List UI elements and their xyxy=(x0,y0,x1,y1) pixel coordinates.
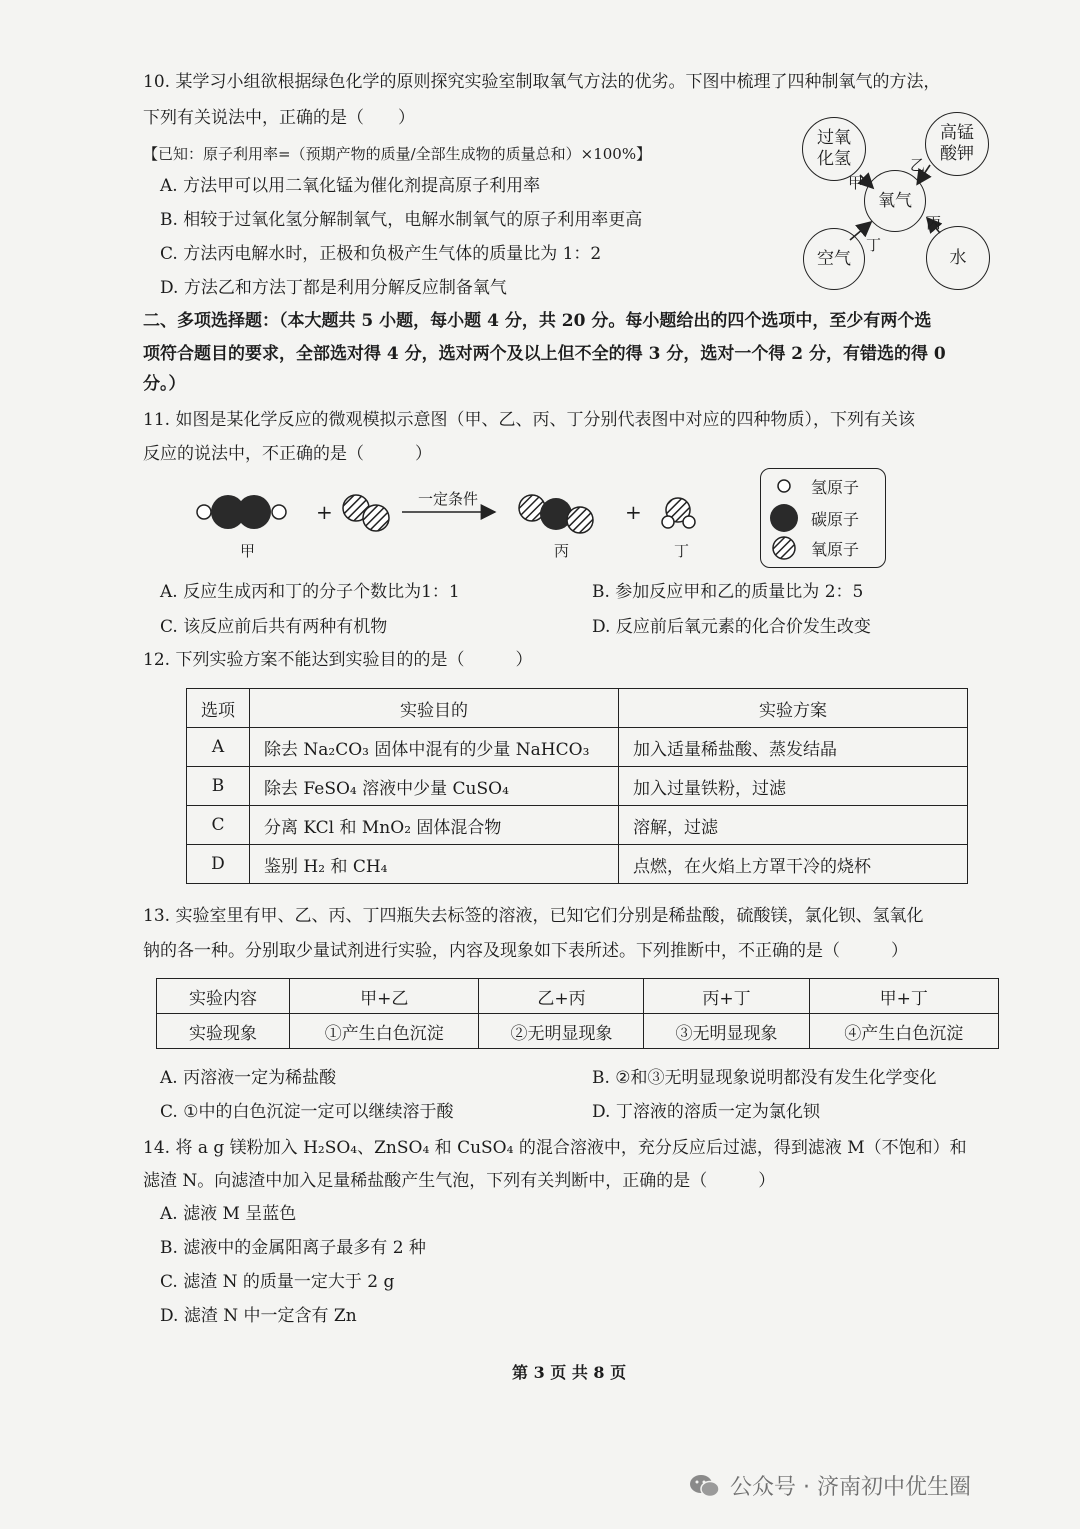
header-purpose: 实验目的 xyxy=(250,689,619,728)
q10-stem-line2: 下列有关说法中，正确的是（ ） xyxy=(143,108,415,128)
q10-known-formula: 【已知：原子利用率=（预期产物的质量/全部生成物的质量总和）×100%】 xyxy=(143,145,652,163)
content-header: 实验内容 xyxy=(157,979,290,1014)
watermark: 公众号 · 济南初中优生圈 xyxy=(688,1470,971,1501)
air-circle: 空气 xyxy=(803,228,865,290)
q11-option-b: B. 参加反应甲和乙的质量比为 2：5 xyxy=(592,582,864,602)
wechat-icon xyxy=(688,1472,722,1500)
header-option: 选项 xyxy=(187,689,250,728)
q13-option-d: D. 丁溶液的溶质一定为氯化钡 xyxy=(592,1102,820,1122)
molecule-jia xyxy=(197,495,286,529)
q10-option-d: D. 方法乙和方法丁都是利用分解反应制备氧气 xyxy=(160,278,507,298)
q13-stem-line1: 13. 实验室里有甲、乙、丙、丁四瓶失去标签的溶液，已知它们分别是稀盐酸，硫酸镁，氯化钡、氢氧化 xyxy=(143,906,924,926)
q11-option-c: C. 该反应前后共有两种有机物 xyxy=(160,617,388,637)
row-d-option: D xyxy=(187,845,250,884)
legend-hydrogen: 氢原子 xyxy=(769,473,859,499)
h2o2-circle: 过氧化氢 xyxy=(802,117,866,181)
q12-table-header xyxy=(187,689,968,728)
q14-option-c: C. 滤渣 N 的质量一定大于 2 g xyxy=(160,1272,395,1292)
oxygen-atom-icon xyxy=(769,535,799,561)
row-a-plan: 加入适量稀盐酸、蒸发结晶 xyxy=(619,728,968,767)
carbon-atom-icon xyxy=(769,503,799,533)
oxygen-circle: 氧气 xyxy=(864,170,926,232)
label-ding-molecule: 丁 xyxy=(674,542,690,560)
water-circle: 水 xyxy=(926,226,990,290)
label-bing: 丙 xyxy=(926,214,942,232)
phenomenon-4: ④产生白色沉淀 xyxy=(809,1014,998,1049)
phenomenon-2: ②无明显现象 xyxy=(479,1014,644,1049)
q10-option-c: C. 方法丙电解水时，正极和负极产生气体的质量比为 1：2 xyxy=(160,244,602,264)
q12-stem: 12. 下列实验方案不能达到实验目的的是（ ） xyxy=(143,650,533,670)
phenomenon-header: 实验现象 xyxy=(157,1014,290,1049)
q12-table xyxy=(186,688,968,884)
label-ding: 丁 xyxy=(866,236,882,254)
table-row xyxy=(187,845,968,884)
table-row xyxy=(157,1014,999,1049)
header-plan: 实验方案 xyxy=(619,689,968,728)
q13-option-c: C. ①中的白色沉淀一定可以继续溶于酸 xyxy=(160,1102,454,1122)
row-a-option: A xyxy=(187,728,250,767)
label-yi: 乙 xyxy=(910,156,926,174)
content-jia-ding: 甲+丁 xyxy=(809,979,998,1014)
atom-legend xyxy=(760,468,886,568)
table-row xyxy=(187,728,968,767)
q10-option-a: A. 方法甲可以用二氧化锰为催化剂提高原子利用率 xyxy=(160,176,541,196)
plus-sign-2: + xyxy=(625,500,642,524)
page-number: 第 3 页 共 8 页 xyxy=(512,1363,627,1382)
q11-stem-line2: 反应的说法中，不正确的是（ ） xyxy=(143,444,432,464)
section2-line1: 二、多项选择题：（本大题共 5 小题，每小题 4 分，共 20 分。每小题给出的四个选项中，至少有两个选 xyxy=(143,311,932,331)
q10-option-b: B. 相较于过氧化氢分解制氧气，电解水制氧气的原子利用率更高 xyxy=(160,210,643,230)
row-b-purpose: 除去 FeSO₄ 溶液中少量 CuSO₄ xyxy=(250,767,619,806)
content-jia-yi: 甲+乙 xyxy=(290,979,479,1014)
q11-option-a: A. 反应生成丙和丁的分子个数比为1：1 xyxy=(160,582,460,602)
q13-table xyxy=(156,978,999,1049)
row-c-plan: 溶解，过滤 xyxy=(619,806,968,845)
row-b-option: B xyxy=(187,767,250,806)
q11-stem-line1: 11. 如图是某化学反应的微观模拟示意图（甲、乙、丙、丁分别代表图中对应的四种物质），下列有关该 xyxy=(143,410,915,430)
molecule-bing xyxy=(519,495,593,533)
content-yi-bing: 乙+丙 xyxy=(479,979,644,1014)
kmno4-circle: 高锰酸钾 xyxy=(925,112,989,176)
plus-sign-1: + xyxy=(316,500,333,524)
q14-stem-line2: 滤渣 N。向滤渣中加入足量稀盐酸产生气泡，下列有关判断中，正确的是（ ） xyxy=(143,1171,776,1191)
phenomenon-1: ①产生白色沉淀 xyxy=(290,1014,479,1049)
table-row xyxy=(187,767,968,806)
section2-line3: 分。） xyxy=(143,374,186,394)
reaction-condition: 一定条件 xyxy=(418,490,479,508)
q10-stem-line1: 10. 某学习小组欲根据绿色化学的原则探究实验室制取氧气方法的优劣。下图中梳理了四种制氧气的方法， xyxy=(143,72,941,92)
q13-stem-line2: 钠的各一种。分别取少量试剂进行实验，内容及现象如下表所述。下列推断中，不正确的是（ ） xyxy=(143,941,908,961)
row-b-plan: 加入过量铁粉，过滤 xyxy=(619,767,968,806)
q14-option-d: D. 滤渣 N 中一定含有 Zn xyxy=(160,1306,357,1326)
table-row xyxy=(157,979,999,1014)
row-a-purpose: 除去 Na₂CO₃ 固体中混有的少量 NaHCO₃ xyxy=(250,728,619,767)
row-c-purpose: 分离 KCl 和 MnO₂ 固体混合物 xyxy=(250,806,619,845)
legend-carbon: 碳原子 xyxy=(769,503,859,533)
row-c-option: C xyxy=(187,806,250,845)
q14-option-a: A. 滤液 M 呈蓝色 xyxy=(160,1204,297,1224)
molecule-ding xyxy=(662,498,695,528)
table-row xyxy=(187,806,968,845)
q13-option-b: B. ②和③无明显现象说明都没有发生化学变化 xyxy=(592,1068,937,1088)
q14-option-b: B. 滤液中的金属阳离子最多有 2 种 xyxy=(160,1238,426,1258)
phenomenon-3: ③无明显现象 xyxy=(644,1014,809,1049)
label-bing-molecule: 丙 xyxy=(554,542,570,560)
label-jia-molecule: 甲 xyxy=(240,542,256,560)
q14-stem-line1: 14. 将 a g 镁粉加入 H₂SO₄、ZnSO₄ 和 CuSO₄ 的混合溶液中，充分反应后过滤，得到滤液 M（不饱和）和 xyxy=(143,1138,967,1158)
label-jia: 甲 xyxy=(848,174,864,192)
row-d-plan: 点燃，在火焰上方罩干冷的烧杯 xyxy=(619,845,968,884)
hydrogen-atom-icon xyxy=(769,473,799,499)
section2-line2: 项符合题目的要求，全部选对得 4 分，选对两个及以上但不全的得 3 分，选对一个得 2 分，有错选的得 0 xyxy=(143,344,946,364)
content-bing-ding: 丙+丁 xyxy=(644,979,809,1014)
q13-option-a: A. 丙溶液一定为稀盐酸 xyxy=(160,1068,337,1088)
molecule-yi xyxy=(343,495,389,531)
legend-oxygen: 氧原子 xyxy=(769,535,859,561)
q11-option-d: D. 反应前后氧元素的化合价发生改变 xyxy=(592,617,871,637)
row-d-purpose: 鉴别 H₂ 和 CH₄ xyxy=(250,845,619,884)
